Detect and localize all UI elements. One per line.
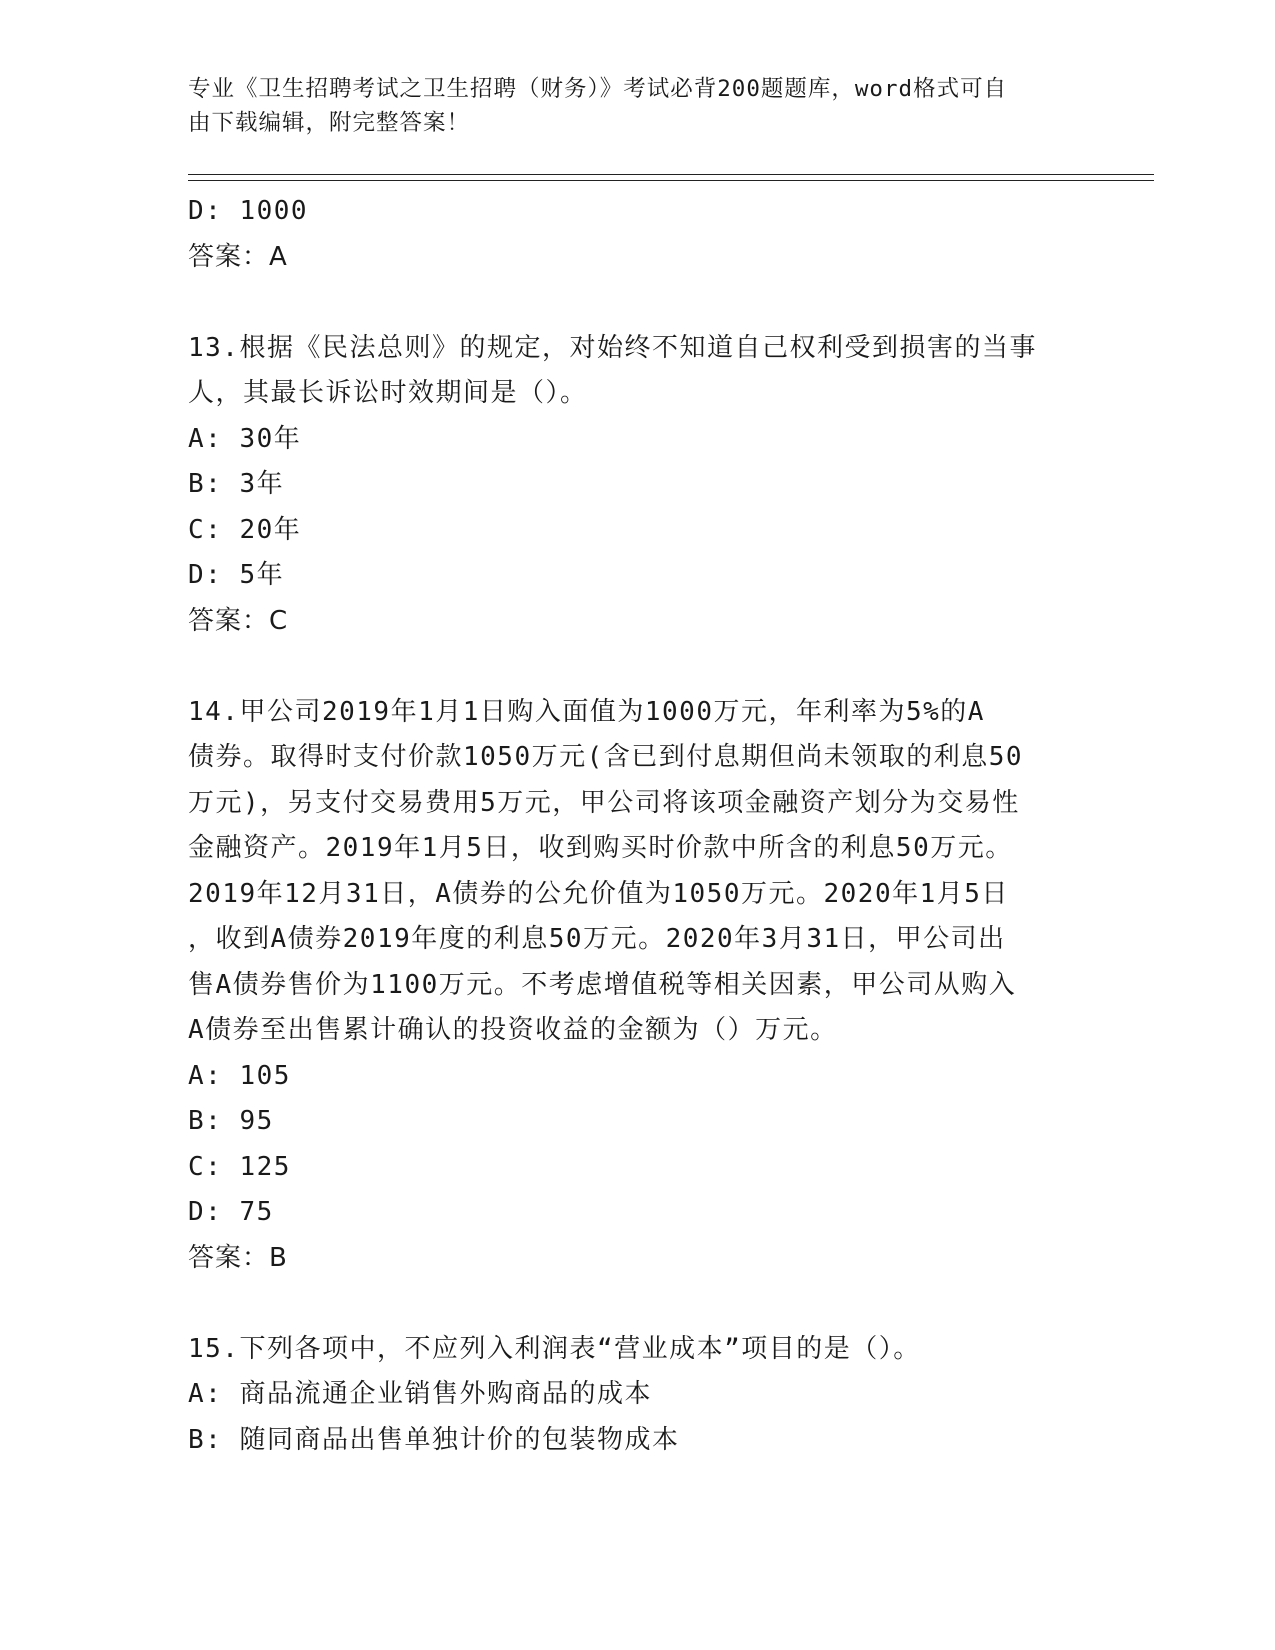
q14-stem-line: 2019年12月31日，A债券的公允价值为1050万元。2020年1月5日: [188, 878, 1009, 909]
document-body: [188, 189, 1088, 1463]
question-14: [188, 690, 1088, 1282]
q14-stem-line: 万元)，另支付交易费用5万元，甲公司将该项金融资产划分为交易性: [188, 787, 1020, 818]
question-13: [188, 326, 1088, 645]
q14-stem-line: A债券至出售累计确认的投资收益的金额为（）万元。: [188, 1015, 838, 1045]
q14-stem-line: 14.甲公司2019年1月1日购入面值为1000万元，年利率为5%的A: [188, 696, 985, 727]
header-divider-top: [188, 174, 1154, 175]
q13-option-c: C: 20年: [188, 514, 302, 545]
header-line-1: 专业《卫生招聘考试之卫生招聘（财务）》考试必背200题题库，word格式可自: [188, 76, 1008, 102]
q15-option-a: A: 商品流通企业销售外购商品的成本: [188, 1379, 652, 1409]
spacer: [188, 1281, 1088, 1327]
q12-answer: 答案：A: [188, 241, 288, 272]
question-12-tail: [188, 189, 1088, 280]
q15-option-b: B: 随同商品出售单独计价的包装物成本: [188, 1424, 680, 1455]
spacer: [188, 280, 1088, 326]
q13-option-b: B: 3年: [188, 469, 285, 499]
q14-option-b: B: 95: [188, 1106, 274, 1136]
question-15: [188, 1327, 1088, 1464]
q13-answer: 答案：C: [188, 605, 289, 636]
q14-option-d: D: 75: [188, 1197, 274, 1227]
document-header: [188, 72, 1078, 140]
q13-option-a: A: 30年: [188, 423, 302, 454]
q12-option-d: D: 1000: [188, 196, 309, 226]
header-line-2: 由下载编辑，附完整答案！: [188, 110, 471, 136]
q14-stem-line: 售A债券售价为1100万元。不考虑增值税等相关因素，甲公司从购入: [188, 969, 1017, 1000]
q14-answer: 答案：B: [188, 1242, 288, 1273]
q14-stem-line: 金融资产。2019年1月5日，收到购买时价款中所含的利息50万元。: [188, 833, 1013, 863]
header-divider-bottom: [188, 180, 1154, 181]
q13-option-d: D: 5年: [188, 560, 285, 590]
q14-stem-line: 债券。取得时支付价款1050万元(含已到付息期但尚未领取的利息50: [188, 742, 1024, 772]
spacer: [188, 644, 1088, 690]
q13-stem-line: 人，其最长诉讼时效期间是（）。: [188, 378, 588, 408]
q14-option-a: A: 105: [188, 1060, 291, 1091]
q13-stem-line: 13.根据《民法总则》的规定，对始终不知道自己权利受到损害的当事: [188, 332, 1037, 363]
q14-option-c: C: 125: [188, 1151, 291, 1182]
q14-stem-line: ，收到A债券2019年度的利息50万元。2020年3月31日，甲公司出: [188, 924, 1006, 954]
q15-stem-line: 15.下列各项中，不应列入利润表“营业成本”项目的是（）。: [188, 1333, 921, 1364]
